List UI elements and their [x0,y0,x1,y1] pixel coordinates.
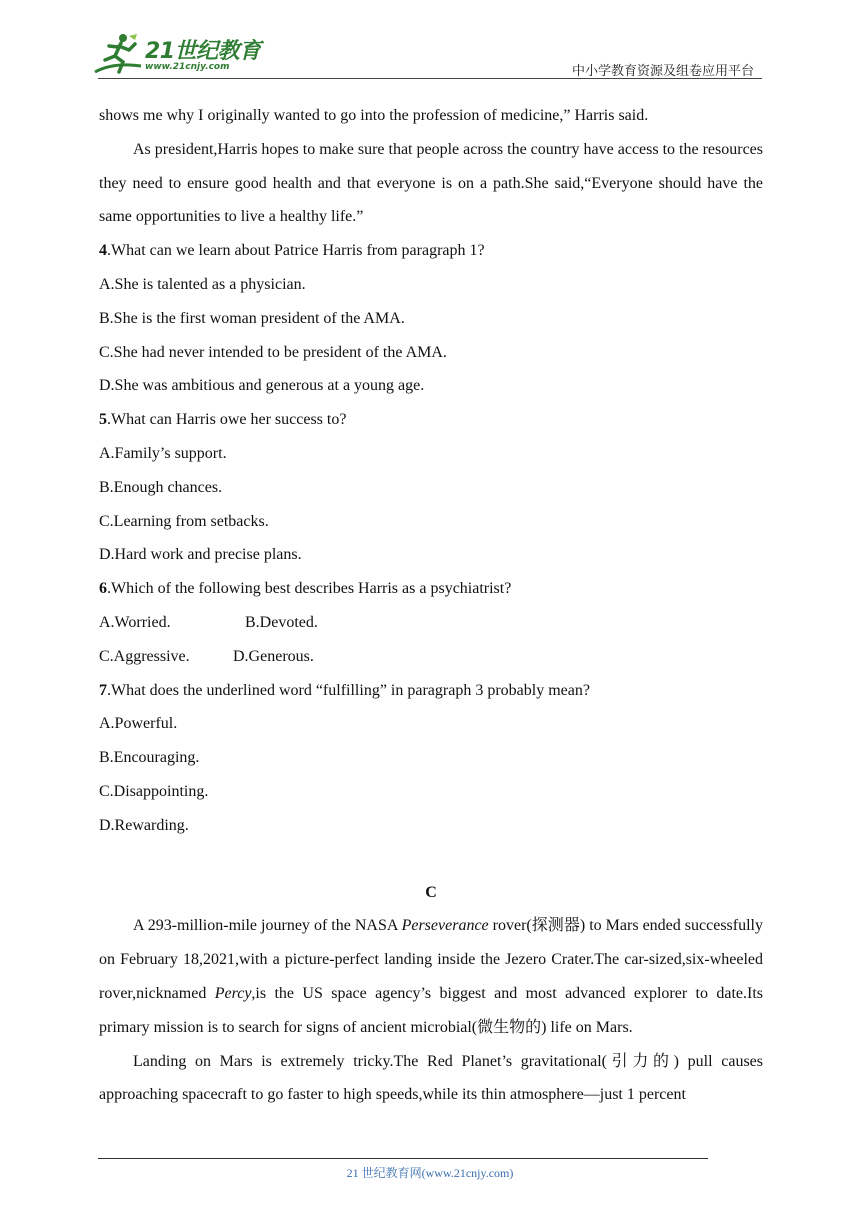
option: B.Enough chances. [99,478,223,496]
site-logo [93,32,263,78]
platform-title: 中小学教育资源及组卷应用平台 [571,64,754,79]
passage-c-paragraph-2: Landing on Mars is extremely tricky.The Red Planet’s gravitational(引力的) pull causes approaching spacecraft to go faster to high speeds,while its thin atmosphere—just 1 percent [99,1052,763,1104]
option: D.Generous. [233,647,314,665]
option: C.Aggressive. [99,647,190,665]
page-footer: 21 世纪教育网(www.21cnjy.com) [346,1166,514,1180]
option: B.She is the first woman president of the AMA. [99,309,405,327]
question-6 [99,572,763,606]
question-text: .What can we learn about Patrice Harris from paragraph 1? [107,242,485,260]
option: A.Powerful. [99,715,178,733]
rover-nickname: Percy [214,984,252,1002]
option: D.Hard work and precise plans. [99,546,302,564]
option: A.Worried. [99,613,171,631]
runner-logo-icon [93,32,145,76]
section-heading: C [425,883,437,901]
text-run: rover(探测器) to Mars ended successfully on February 18,2021,with a picture-perfect landing inside the Jezero Crater.The car-sized,six-wheeled rover,nicknamed [99,917,764,1002]
option: D.She was ambitious and generous at a young age. [99,377,425,395]
logo-wordmark: 21世纪教育 [145,39,261,64]
question-text: .Which of the following best describes Harris as a psychiatrist? [107,580,512,598]
option: B.Encouraging. [99,749,200,767]
option: A.Family’s support. [99,444,227,462]
option: A.She is talented as a physician. [99,275,306,293]
options-row [99,606,763,640]
question-text: .What can Harris owe her success to? [107,411,347,429]
option: C.She had never intended to be president of the AMA. [99,343,447,361]
question-number: 6 [99,580,107,598]
footer-divider [98,1158,708,1159]
option: B.Devoted. [245,613,318,631]
question-number: 5 [99,411,107,429]
option: D.Rewarding. [99,816,189,834]
question-text: .What does the underlined word “fulfilling” in paragraph 3 probably mean? [107,681,590,699]
options-row [99,640,763,674]
question-number: 7 [99,681,107,699]
passage-b-paragraph: As president,Harris hopes to make sure that people across the country have access to the resources they need to ensure good health and that everyone is on a path.She said,“Everyone should have the same opportunities to live a healthy life.” [99,140,764,226]
question-5 [99,403,763,437]
text-run: A 293-million-mile journey of the NASA [133,917,402,935]
passage-b-continuation: shows me why I originally wanted to go into the profession of medicine,” Harris said. [99,107,649,124]
rover-name: Perseverance [401,917,489,935]
logo-url: www.21cnjy.com [145,62,230,72]
page-header [0,0,860,80]
question-7 [99,674,763,708]
document-body [99,99,763,1112]
text-run: ,is the US space agency’s biggest and most advanced explorer to date.Its primary mission is to search for signs of ancient microbial(微生物的) life on Mars. [99,984,764,1036]
question-number: 4 [99,242,107,260]
option: C.Disappointing. [99,782,209,800]
passage-c-paragraph-1 [99,909,763,1044]
question-4 [99,234,763,268]
option: C.Learning from setbacks. [99,512,269,530]
header-divider [98,78,762,79]
